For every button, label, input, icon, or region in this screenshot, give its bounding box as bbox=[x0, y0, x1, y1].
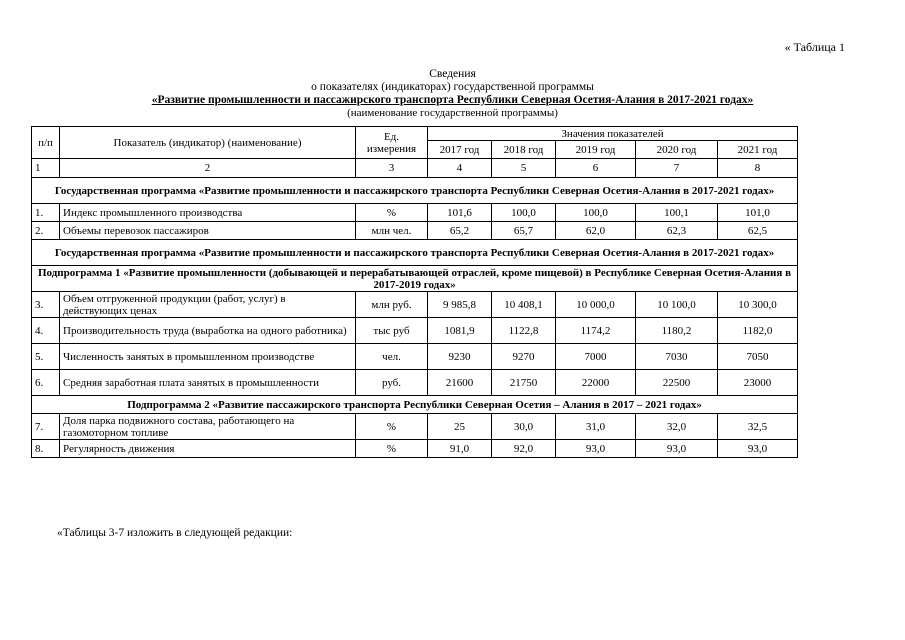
section-title: Государственная программа «Развитие промышленности и пассажирского транспорта Республики Северная Осетия-Алания в 2017-2021 годах» bbox=[32, 240, 798, 266]
row-value: 1081,9 bbox=[428, 318, 492, 344]
row-indicator: Индекс промышленного производства bbox=[60, 204, 356, 222]
table-row bbox=[32, 204, 798, 222]
row-number: 3. bbox=[32, 292, 60, 318]
row-value: 7050 bbox=[718, 344, 798, 370]
row-value: 23000 bbox=[718, 370, 798, 396]
column-number: 5 bbox=[492, 159, 556, 178]
row-unit: тыс руб bbox=[356, 318, 428, 344]
row-value: 10 000,0 bbox=[556, 292, 636, 318]
table-row bbox=[32, 292, 798, 318]
column-number: 2 bbox=[60, 159, 356, 178]
row-value: 22500 bbox=[636, 370, 718, 396]
row-number: 2. bbox=[32, 222, 60, 240]
row-value: 101,6 bbox=[428, 204, 492, 222]
row-value: 32,5 bbox=[718, 414, 798, 440]
row-value: 21600 bbox=[428, 370, 492, 396]
row-indicator: Регулярность движения bbox=[60, 440, 356, 458]
row-indicator: Объем отгруженной продукции (работ, услуг) в действующих ценах bbox=[60, 292, 356, 318]
row-value: 62,5 bbox=[718, 222, 798, 240]
row-indicator: Доля парка подвижного состава, работающего на газомоторном топливе bbox=[60, 414, 356, 440]
row-value: 30,0 bbox=[492, 414, 556, 440]
column-number: 7 bbox=[636, 159, 718, 178]
subprogram-title: Подпрограмма 1 «Развитие промышленности (добывающей и перерабатывающей отраслей, кроме пищевой) в Республике Северная Осетия-Алания в 2017-2019 годах» bbox=[32, 266, 798, 292]
row-value: 31,0 bbox=[556, 414, 636, 440]
row-value: 7000 bbox=[556, 344, 636, 370]
row-value: 32,0 bbox=[636, 414, 718, 440]
row-indicator: Численность занятых в промышленном производстве bbox=[60, 344, 356, 370]
header-year: 2019 год bbox=[556, 141, 636, 159]
row-value: 10 300,0 bbox=[718, 292, 798, 318]
table-row bbox=[32, 370, 798, 396]
row-value: 100,1 bbox=[636, 204, 718, 222]
header-year: 2020 год bbox=[636, 141, 718, 159]
heading-subtitle: о показателях (индикаторах) государственной программы bbox=[311, 81, 594, 93]
row-value: 65,7 bbox=[492, 222, 556, 240]
row-value: 101,0 bbox=[718, 204, 798, 222]
row-number: 4. bbox=[32, 318, 60, 344]
column-number: 8 bbox=[718, 159, 798, 178]
row-number: 6. bbox=[32, 370, 60, 396]
row-value: 1180,2 bbox=[636, 318, 718, 344]
row-value: 92,0 bbox=[492, 440, 556, 458]
amendment-note: «Таблицы 3-7 изложить в следующей редакции: bbox=[57, 527, 293, 539]
row-value: 93,0 bbox=[556, 440, 636, 458]
row-unit: чел. bbox=[356, 344, 428, 370]
table-row bbox=[32, 414, 798, 440]
table-row bbox=[32, 222, 798, 240]
program-name-caption: (наименование государственной программы) bbox=[347, 107, 558, 119]
section-row bbox=[32, 178, 798, 204]
table-row bbox=[32, 318, 798, 344]
row-indicator: Производительность труда (выработка на одного работника) bbox=[60, 318, 356, 344]
row-value: 9230 bbox=[428, 344, 492, 370]
header-indicator: Показатель (индикатор) (наименование) bbox=[60, 127, 356, 159]
row-number: 5. bbox=[32, 344, 60, 370]
row-value: 9270 bbox=[492, 344, 556, 370]
indicators-table bbox=[31, 126, 798, 458]
row-value: 62,0 bbox=[556, 222, 636, 240]
row-value: 91,0 bbox=[428, 440, 492, 458]
column-number: 6 bbox=[556, 159, 636, 178]
row-value: 1122,8 bbox=[492, 318, 556, 344]
subprogram-title: Подпрограмма 2 «Развитие пассажирского транспорта Республики Северная Осетия – Алания в 2017 – 2021 годах» bbox=[32, 396, 798, 414]
header-year: 2017 год bbox=[428, 141, 492, 159]
column-number: 1 bbox=[32, 159, 60, 178]
row-number: 8. bbox=[32, 440, 60, 458]
row-value: 1182,0 bbox=[718, 318, 798, 344]
header-pp: п/п bbox=[32, 127, 60, 159]
column-number: 4 bbox=[428, 159, 492, 178]
row-value: 22000 bbox=[556, 370, 636, 396]
header-year: 2021 год bbox=[718, 141, 798, 159]
row-value: 93,0 bbox=[636, 440, 718, 458]
row-number: 1. bbox=[32, 204, 60, 222]
header-values-group: Значения показателей bbox=[428, 127, 798, 141]
subprogram-row bbox=[32, 266, 798, 292]
row-unit: млн руб. bbox=[356, 292, 428, 318]
row-value: 7030 bbox=[636, 344, 718, 370]
row-unit: % bbox=[356, 440, 428, 458]
header-year: 2018 год bbox=[492, 141, 556, 159]
column-numbering-row bbox=[32, 159, 798, 178]
row-value: 1174,2 bbox=[556, 318, 636, 344]
row-value: 62,3 bbox=[636, 222, 718, 240]
row-indicator: Объемы перевозок пассажиров bbox=[60, 222, 356, 240]
row-value: 100,0 bbox=[492, 204, 556, 222]
row-unit: руб. bbox=[356, 370, 428, 396]
header-unit: Ед. измерения bbox=[356, 127, 428, 159]
row-value: 65,2 bbox=[428, 222, 492, 240]
row-value: 25 bbox=[428, 414, 492, 440]
table-number-label: « Таблица 1 bbox=[784, 40, 845, 54]
header-row bbox=[32, 127, 798, 141]
row-value: 100,0 bbox=[556, 204, 636, 222]
section-title: Государственная программа «Развитие промышленности и пассажирского транспорта Республики Северная Осетия-Алания в 2017-2021 годах» bbox=[32, 178, 798, 204]
row-value: 9 985,8 bbox=[428, 292, 492, 318]
row-value: 10 408,1 bbox=[492, 292, 556, 318]
row-value: 21750 bbox=[492, 370, 556, 396]
column-number: 3 bbox=[356, 159, 428, 178]
table-row bbox=[32, 440, 798, 458]
heading-title: Сведения bbox=[429, 68, 476, 80]
table-row bbox=[32, 344, 798, 370]
document-heading bbox=[0, 68, 905, 120]
row-indicator: Средняя заработная плата занятых в промышленности bbox=[60, 370, 356, 396]
row-unit: % bbox=[356, 414, 428, 440]
row-value: 93,0 bbox=[718, 440, 798, 458]
row-unit: % bbox=[356, 204, 428, 222]
program-name: «Развитие промышленности и пассажирского транспорта Республики Северная Осетия-Алания в 2017-2021 годах» bbox=[151, 94, 754, 106]
row-unit: млн чел. bbox=[356, 222, 428, 240]
row-value: 10 100,0 bbox=[636, 292, 718, 318]
subprogram-row bbox=[32, 396, 798, 414]
section-row bbox=[32, 240, 798, 266]
row-number: 7. bbox=[32, 414, 60, 440]
